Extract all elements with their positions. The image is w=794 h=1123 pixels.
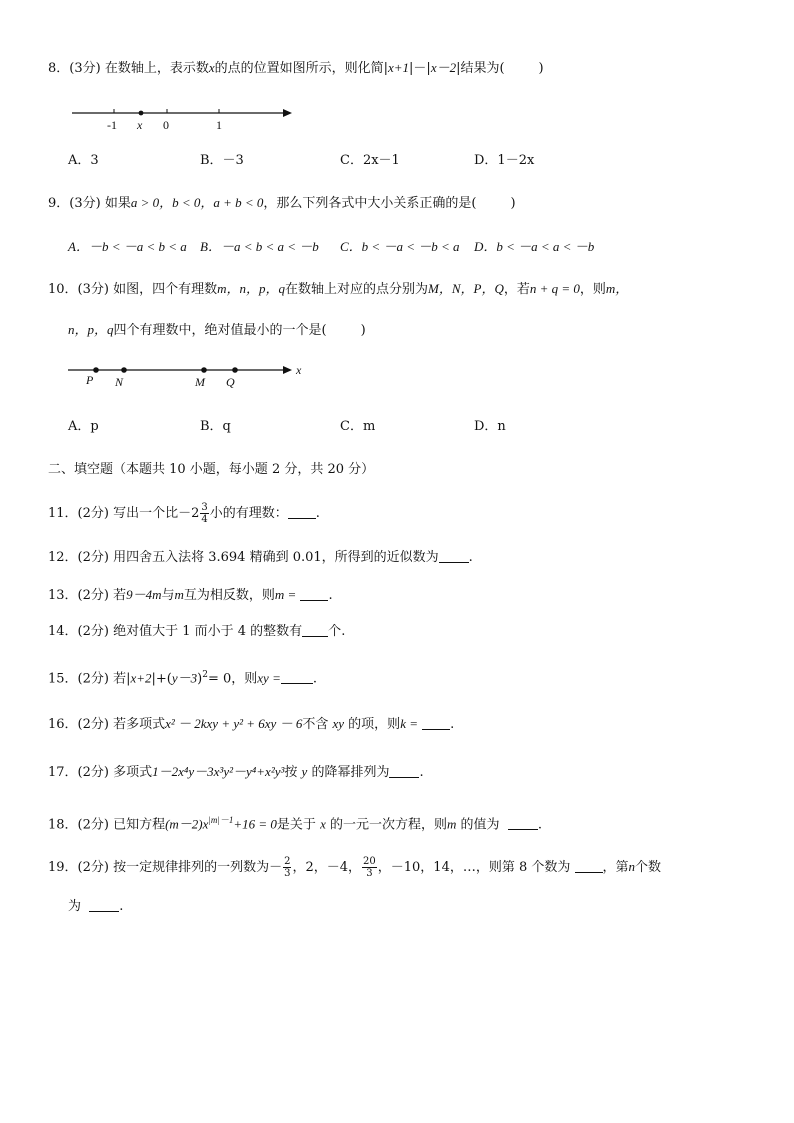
q18-var-m: m bbox=[447, 816, 457, 832]
q14-end: . bbox=[341, 624, 346, 639]
q10-points: M，N，P，Q bbox=[428, 281, 504, 296]
q13-answer-blank[interactable] bbox=[300, 588, 328, 601]
q9-close: ) bbox=[510, 196, 516, 211]
q19-f2-num: 20 bbox=[363, 856, 376, 867]
q13-text-c: 互为相反数，则 bbox=[183, 588, 275, 603]
q15-expr3: xy = bbox=[257, 670, 281, 686]
q8-number-line bbox=[66, 100, 306, 134]
q19-fraction-1 bbox=[283, 856, 291, 879]
question-9-stem bbox=[48, 193, 516, 214]
q10-number-line bbox=[62, 360, 322, 394]
q18-end: . bbox=[537, 817, 542, 833]
q13-expr: 9－4m bbox=[126, 587, 162, 602]
q13-end: . bbox=[328, 588, 333, 603]
q8-var-x: x bbox=[208, 60, 215, 75]
q15-expr1: x+2 bbox=[130, 670, 152, 686]
q18-var-x: x bbox=[320, 816, 326, 832]
q10-text-c: ，若 bbox=[503, 282, 530, 297]
q8-label-x: x bbox=[137, 118, 143, 132]
q10-option-b[interactable]: B．q bbox=[200, 419, 231, 434]
q19-f2-den: 3 bbox=[366, 868, 373, 879]
q13-var-m: m bbox=[174, 587, 184, 602]
q19-end: . bbox=[119, 899, 124, 914]
q11-den: 4 bbox=[201, 514, 208, 525]
q18-answer-blank[interactable] bbox=[508, 817, 538, 830]
section-2-heading: 二、填空题（本题共 10 小题，每小题 2 分，共 20 分） bbox=[48, 462, 375, 477]
q19-f1-num: 2 bbox=[284, 856, 291, 867]
q18-equation-b: +16 = 0 bbox=[233, 816, 277, 832]
q8-mid: |－| bbox=[409, 61, 431, 76]
q19-text-c: ，－10，14，…，则第 8 个数为 bbox=[377, 860, 571, 875]
q15-text-b: |+( bbox=[151, 671, 172, 687]
q17-answer-blank[interactable] bbox=[389, 765, 419, 778]
q11-fraction bbox=[200, 502, 208, 525]
q18-text-c: 的一元一次方程，则 bbox=[330, 817, 448, 833]
q16-text-a: 16．(2分) 若多项式 bbox=[48, 717, 166, 732]
q8-option-c[interactable]: C．2x－1 bbox=[340, 153, 400, 168]
q18-equation-a: (m－2)x bbox=[165, 816, 209, 832]
q11-num: 3 bbox=[201, 502, 208, 513]
q8-option-b[interactable]: B．－3 bbox=[200, 153, 244, 168]
q18-text-a: 18．(2分) 已知方程 bbox=[48, 817, 166, 833]
q10-close: ) bbox=[360, 323, 366, 338]
q17-polynomial: 1－2x⁴y－3x³y²－y⁴+x²y³ bbox=[152, 764, 285, 779]
q13-text-a: 13．(2分) 若 bbox=[48, 588, 127, 603]
q10-text-b: 在数轴上对应的点分别为 bbox=[284, 282, 428, 297]
q19-text-d: ，第 bbox=[602, 860, 629, 875]
question-11 bbox=[48, 502, 320, 526]
q16-var-xy: xy bbox=[332, 716, 345, 731]
q13-expr2: m = bbox=[274, 587, 297, 602]
q8-label-0: 0 bbox=[163, 118, 169, 132]
question-12 bbox=[48, 548, 473, 568]
question-13 bbox=[48, 585, 333, 606]
q9-option-c[interactable]: C．b < －a < －b < a bbox=[340, 239, 460, 254]
q10-label-p: P bbox=[86, 373, 94, 387]
q19-fraction-2 bbox=[362, 856, 377, 879]
q10-vars: m，n，p，q bbox=[217, 281, 285, 296]
q15-exponent: 2 bbox=[202, 670, 208, 680]
q8-label-neg1: -1 bbox=[107, 118, 117, 132]
q12-text: 12．(2分) 用四舍五入法将 3.694 精确到 0.01，所得到的近似数为 bbox=[48, 550, 439, 565]
question-17 bbox=[48, 762, 424, 783]
q8-option-a[interactable]: A．3 bbox=[68, 153, 99, 168]
q17-text-b: 按 bbox=[284, 765, 298, 780]
q10-label-q: Q bbox=[226, 375, 235, 389]
q14-text-a: 14．(2分) 绝对值大于 1 而小于 4 的整数有 bbox=[48, 624, 303, 639]
q10-line2-vars: n，p，q bbox=[68, 322, 114, 337]
question-15 bbox=[48, 665, 317, 689]
q15-text-c: ) bbox=[197, 671, 203, 687]
q19-var-n: n bbox=[628, 859, 636, 874]
question-14 bbox=[48, 622, 345, 642]
q10-point-q bbox=[232, 367, 238, 373]
q10-text-d: ，则 bbox=[579, 282, 606, 297]
q8-text-a: 8．(3分) 在数轴上，表示数 bbox=[48, 61, 209, 76]
q9-option-d[interactable]: D．b < －a < a < －b bbox=[474, 239, 595, 254]
q11-text-a: 11．(2分) 写出一个比－2 bbox=[48, 506, 200, 521]
q18-exponent: |m|－1 bbox=[208, 815, 234, 825]
q10-line2-text: 四个有理数中，绝对值最小的一个是( bbox=[113, 323, 327, 338]
q12-end: . bbox=[468, 550, 473, 565]
q9-option-a[interactable]: A．－b < －a < b < a bbox=[68, 239, 187, 254]
q19-text-a: 19．(2分) 按一定规律排列的一列数为－ bbox=[48, 860, 283, 875]
q11-end: . bbox=[315, 506, 320, 521]
question-10-stem-line2 bbox=[68, 320, 366, 341]
q12-answer-blank[interactable] bbox=[439, 550, 469, 563]
q16-var-k: k = bbox=[400, 716, 418, 731]
q8-text-b: 的点的位置如图所示，则化简| bbox=[214, 61, 388, 76]
q8-text-c: |结果为( bbox=[456, 61, 505, 76]
q10-option-a[interactable]: A．p bbox=[68, 419, 99, 434]
q16-polynomial: x² － 2kxy + y² + 6xy － 6 bbox=[165, 716, 303, 731]
q16-answer-blank[interactable] bbox=[422, 717, 450, 730]
q17-var-y: y bbox=[301, 764, 308, 779]
question-19 bbox=[48, 854, 661, 881]
q8-close: ) bbox=[538, 61, 544, 76]
q8-option-d[interactable]: D．1－2x bbox=[474, 153, 535, 168]
q10-var-m: m， bbox=[605, 281, 629, 296]
q17-text-c: 的降幂排列为 bbox=[311, 765, 390, 780]
question-19-line2 bbox=[68, 897, 123, 917]
q15-text-a: 15．(2分) 若| bbox=[48, 671, 131, 687]
q15-text-d: = 0，则 bbox=[207, 671, 258, 687]
q9-text-b: ，那么下列各式中大小关系正确的是( bbox=[263, 196, 477, 211]
q16-text-b: 不含 bbox=[302, 717, 329, 732]
q17-end: . bbox=[419, 765, 424, 780]
q19-line2-text: 为 bbox=[68, 899, 82, 914]
q10-condition: n + q = 0 bbox=[529, 281, 580, 296]
q8-abs1: x+1 bbox=[388, 60, 410, 75]
q10-label-n: N bbox=[115, 375, 124, 389]
q10-point-m bbox=[201, 367, 207, 373]
q15-end: . bbox=[312, 671, 317, 687]
question-18 bbox=[48, 810, 542, 835]
q15-answer-blank[interactable] bbox=[281, 671, 313, 684]
question-8-stem bbox=[48, 58, 544, 79]
q19-answer-blank-8th[interactable] bbox=[575, 860, 603, 873]
q8-axis-arrow bbox=[283, 109, 292, 117]
q15-expr2: y－3 bbox=[171, 670, 198, 686]
q10-point-n bbox=[121, 367, 127, 373]
q9-option-b[interactable]: B．－a < b < a < －b bbox=[200, 239, 319, 254]
q10-point-p bbox=[93, 367, 99, 373]
q14-answer-blank[interactable] bbox=[302, 624, 328, 637]
question-10-stem bbox=[48, 279, 628, 300]
q17-text-a: 17．(2分) 多项式 bbox=[48, 765, 153, 780]
q8-label-1: 1 bbox=[216, 118, 222, 132]
q19-text-b: ，2，－4， bbox=[292, 860, 362, 875]
q10-option-d[interactable]: D．n bbox=[474, 419, 506, 434]
q10-axis-arrow bbox=[283, 366, 292, 374]
q9-condition: a > 0，b < 0，a + b < 0 bbox=[130, 195, 264, 210]
q11-answer-blank[interactable] bbox=[288, 506, 316, 519]
q10-label-m: M bbox=[195, 375, 205, 389]
q8-abs2: x－2 bbox=[430, 60, 457, 75]
q9-text-a: 9．(3分) 如果 bbox=[48, 196, 131, 211]
q10-label-x: x bbox=[296, 363, 302, 377]
q14-text-b: 个 bbox=[328, 624, 342, 639]
q13-text-b: 与 bbox=[161, 588, 175, 603]
q8-point-x bbox=[139, 111, 144, 116]
q19-f1-den: 3 bbox=[284, 868, 291, 879]
q11-text-b: 小的有理数： bbox=[209, 506, 288, 521]
q18-text-d: 的值为 bbox=[460, 817, 500, 833]
q16-text-c: 的项，则 bbox=[348, 717, 401, 732]
q16-end: . bbox=[450, 717, 455, 732]
q18-text-b: 是关于 bbox=[276, 817, 316, 833]
q19-answer-blank-nth[interactable] bbox=[89, 899, 119, 912]
q10-option-c[interactable]: C．m bbox=[340, 419, 376, 434]
q19-text-e: 个数 bbox=[635, 860, 662, 875]
q10-text-a: 10．(3分) 如图，四个有理数 bbox=[48, 282, 218, 297]
question-16 bbox=[48, 714, 454, 735]
